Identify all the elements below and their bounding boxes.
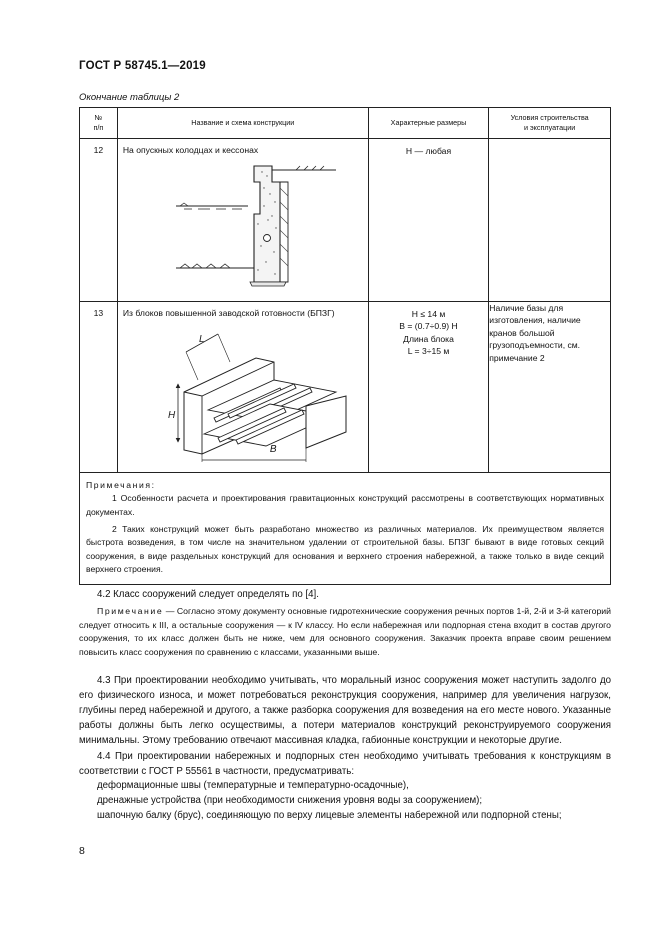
list-item: шапочную балку (брус), соединяющую по верху лицевые элементы набережной или подпорной стены; <box>97 810 562 821</box>
dim-label-h: H <box>167 410 176 421</box>
note-paragraph <box>79 605 611 659</box>
note-text: — Согласно этому документу основные гидротехнические сооружения речных портов 1-й, 2-й и 3-й категорий следует относить к III, а остальные сооружения — к IV классу. Но если набережная или подпорная стена входит в состав другого сооружения, то их класс должен быть не ниже, чем для основного сооружения. Заказчик проекта вправе своим решением повысить класс сооружения по сравнению с классами, указанными выше. <box>79 606 611 657</box>
list-item: дренажные устройства (при необходимости снижения уровня воды за сооружением); <box>97 795 483 806</box>
construction-table <box>79 107 611 585</box>
table-caption: Окончание таблицы 2 <box>79 92 180 103</box>
col-header-num-line: № <box>94 113 103 123</box>
size-line: B = (0.7÷0.9) H <box>399 321 458 332</box>
col-header-conditions-line: и эксплуатации <box>523 123 576 132</box>
row-conditions-cell <box>489 139 611 302</box>
size-line: H ≤ 14 м <box>411 309 446 319</box>
col-header-sizes: Характерные размеры <box>368 108 489 139</box>
table-row <box>80 302 611 473</box>
col-header-conditions-line: Условия строительства <box>510 113 589 123</box>
row-name: На опускных колодцах и кессонах <box>122 145 259 155</box>
row-sizes-cell <box>368 139 489 302</box>
paragraph-4-3: 4.3 При проектировании необходимо учитывать, что моральный износ сооружения может наступить задолго до его физического износа, и может потребоваться реконструкция сооружения, например для увеличения нагрузок, глубины перед набережной и другого, а также разборка сооружения для возведения на его месте нового. Указанные работы должны быть легко осуществимы, а потери материалов конструкций реконструируемого сооружения минимальны. Этому требованию отвечают массивная кладка, габионные конструкции и некоторые другие. <box>79 675 611 746</box>
row-sizes-cell <box>368 302 489 473</box>
row-name-cell <box>117 139 368 302</box>
list-item: деформационные швы (температурные и температурно-осадочные), <box>97 780 409 791</box>
size-line: H — любая <box>405 146 452 156</box>
size-line: Длина блока <box>403 333 454 344</box>
col-header-conditions <box>489 108 611 139</box>
document-header: ГОСТ Р 58745.1—2019 <box>79 60 206 72</box>
paragraph-4-2: 4.2 Класс сооружений следует определять по [4]. <box>97 589 319 600</box>
notes-row <box>80 473 611 585</box>
bpzg-scheme-figure <box>156 322 356 462</box>
note-item: 1 Особенности расчета и проектирования гравитационных конструкций рассмотрены в соответствующих нормативных документах. <box>86 493 604 517</box>
size-line: L = 3÷15 м <box>407 346 450 357</box>
table-row <box>80 139 611 302</box>
note-label: Примечание <box>97 606 164 616</box>
row-conditions-cell: Наличие базы для изготовления, наличие кранов большой грузоподъемности, см. примечание 2 <box>489 302 611 473</box>
dim-label-l: L <box>198 334 205 345</box>
row-number: 12 <box>80 139 118 302</box>
table-header-row <box>80 108 611 139</box>
row-name: Из блоков повышенной заводской готовности (БПЗГ) <box>122 308 335 318</box>
row-number: 13 <box>80 302 118 473</box>
caisson-scheme-figure <box>176 158 336 288</box>
page-number: 8 <box>79 845 85 857</box>
paragraph-4-4: 4.4 При проектировании набережных и подпорных стен необходимо учитывать требования к конструкциям в соответствии с ГОСТ Р 55561 в частности, предусматривать: <box>79 751 611 777</box>
notes-heading: Примечания: <box>86 480 156 490</box>
row-name-cell <box>117 302 368 473</box>
col-header-num-line: п/п <box>93 123 104 132</box>
note-item: 2 Таких конструкций может быть разработано множество из различных материалов. Их преимуществом является быстрота возведения, в том числе на значительном удалении от строительной базы. БПЗГ бывают в виде готовых секций сооружения, в виде раздельных конструкций для основания и верхнего строения набережной, а также только в виде секций верхнего строения. <box>86 523 604 574</box>
notes-cell <box>80 473 611 585</box>
col-header-name: Название и схема конструкции <box>117 108 368 139</box>
dim-label-b: B <box>269 444 277 455</box>
col-header-num <box>80 108 118 139</box>
